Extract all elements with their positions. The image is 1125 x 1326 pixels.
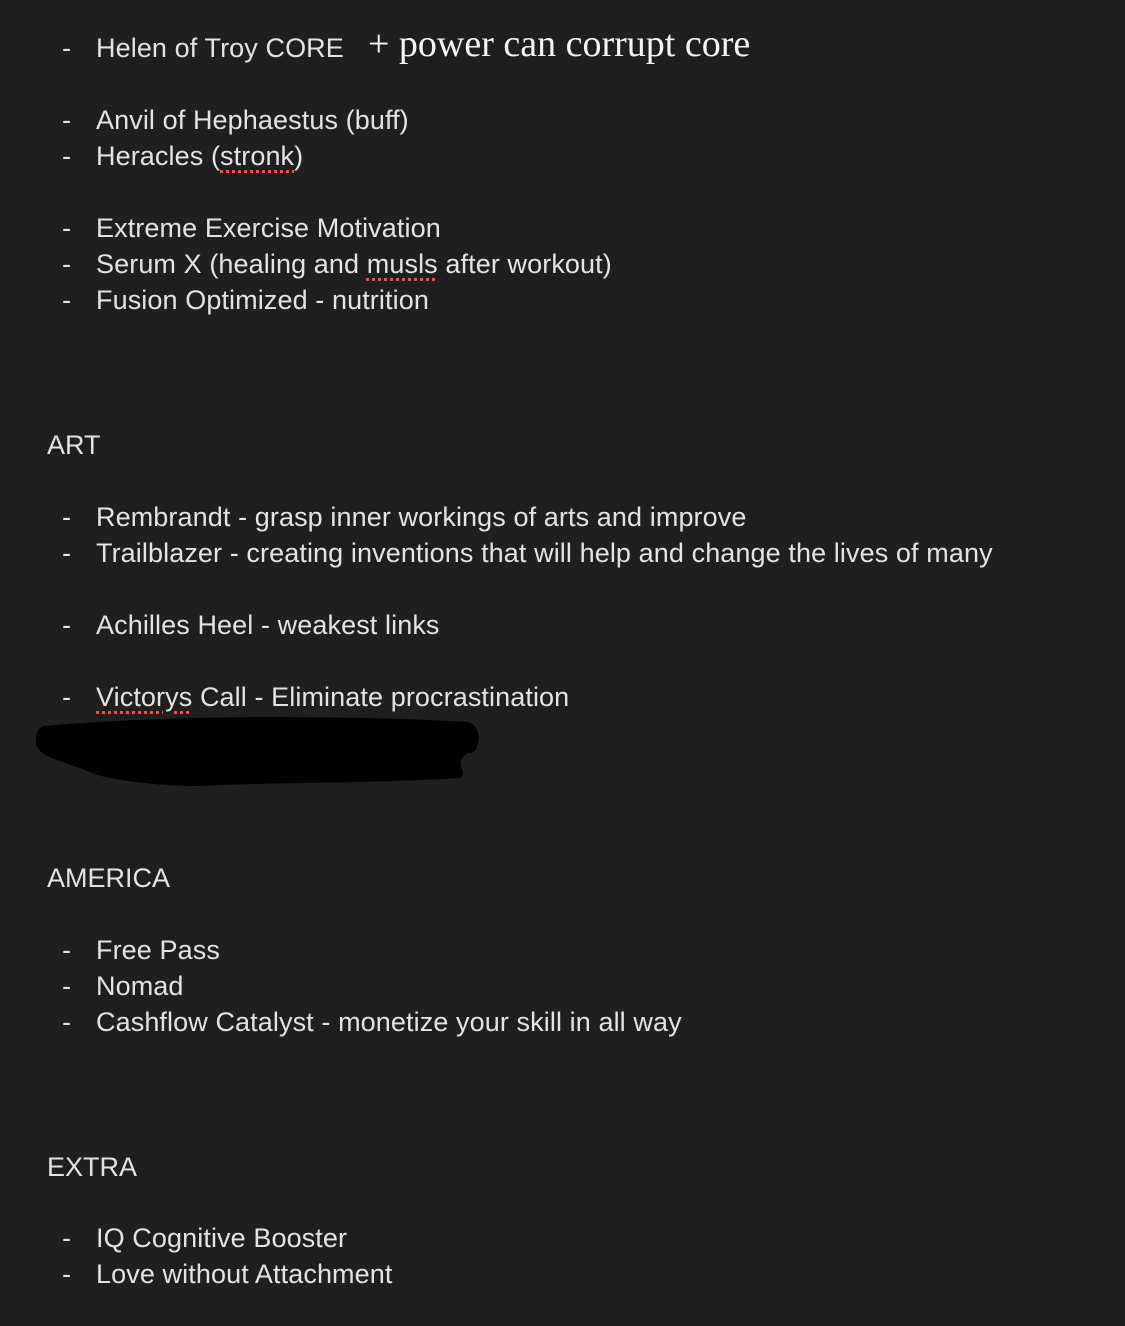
redaction-scribble xyxy=(30,712,482,786)
misspelled-word[interactable]: musls xyxy=(366,249,438,279)
item-text-before: Serum X (healing and xyxy=(96,249,367,279)
item-text: Trailblazer - creating inventions that will help and change the lives of many xyxy=(96,538,993,568)
misspelled-word[interactable]: stronk xyxy=(220,141,295,171)
list-item-trailblazer xyxy=(62,536,993,570)
list-item-helen xyxy=(62,31,344,65)
list-item-cashflow xyxy=(62,1005,682,1039)
item-text-before: Heracles ( xyxy=(96,141,221,171)
list-item-victorys xyxy=(62,680,569,714)
list-item-nomad xyxy=(62,969,184,1003)
bullet-dash: - xyxy=(62,682,72,712)
bullet-dash: - xyxy=(62,1259,72,1289)
section-heading-art: ART xyxy=(47,430,101,460)
item-text: Achilles Heel - weakest links xyxy=(96,610,440,640)
list-item-anvil xyxy=(62,103,409,137)
item-text-after: ) xyxy=(294,141,304,171)
item-text: Love without Attachment xyxy=(96,1259,393,1289)
item-text: Extreme Exercise Motivation xyxy=(96,213,441,243)
item-text-after: after workout) xyxy=(437,249,612,279)
misspelled-word[interactable]: Victorys xyxy=(96,682,193,712)
bullet-dash: - xyxy=(62,610,72,640)
list-item-serum xyxy=(62,247,612,281)
bullet-dash: - xyxy=(62,502,72,532)
list-item-rembrandt xyxy=(62,500,746,534)
item-text: Helen of Troy CORE xyxy=(96,33,344,63)
item-text: IQ Cognitive Booster xyxy=(96,1223,348,1253)
bullet-dash: - xyxy=(62,285,72,315)
bullet-dash: - xyxy=(62,249,72,279)
item-text: Free Pass xyxy=(96,935,220,965)
item-text: Fusion Optimized - nutrition xyxy=(96,285,429,315)
item-text: Cashflow Catalyst - monetize your skill in all way xyxy=(96,1007,682,1037)
section-heading-extra: EXTRA xyxy=(47,1152,138,1182)
section-heading-america: AMERICA xyxy=(47,863,171,893)
bullet-dash: - xyxy=(62,1007,72,1037)
list-item-heracles xyxy=(62,139,303,173)
list-item-fusion xyxy=(62,283,429,317)
list-item-love xyxy=(62,1257,392,1291)
item-text: Nomad xyxy=(96,971,184,1001)
list-item-exercise xyxy=(62,211,441,245)
bullet-dash: - xyxy=(62,213,72,243)
list-item-free-pass xyxy=(62,933,220,967)
item-text-after: Call - Eliminate procrastination xyxy=(192,682,570,712)
list-item-achilles xyxy=(62,608,440,642)
item-text: Anvil of Hephaestus (buff) xyxy=(96,105,409,135)
bullet-dash: - xyxy=(62,141,72,171)
bullet-dash: - xyxy=(62,935,72,965)
handwritten-annotation: + power can corrupt core xyxy=(368,23,751,65)
list-item-iq xyxy=(62,1221,347,1255)
bullet-dash: - xyxy=(62,33,72,63)
bullet-dash: - xyxy=(62,538,72,568)
bullet-dash: - xyxy=(62,1223,72,1253)
item-text: Rembrandt - grasp inner workings of arts and improve xyxy=(96,502,747,532)
bullet-dash: - xyxy=(62,971,72,1001)
bullet-dash: - xyxy=(62,105,72,135)
